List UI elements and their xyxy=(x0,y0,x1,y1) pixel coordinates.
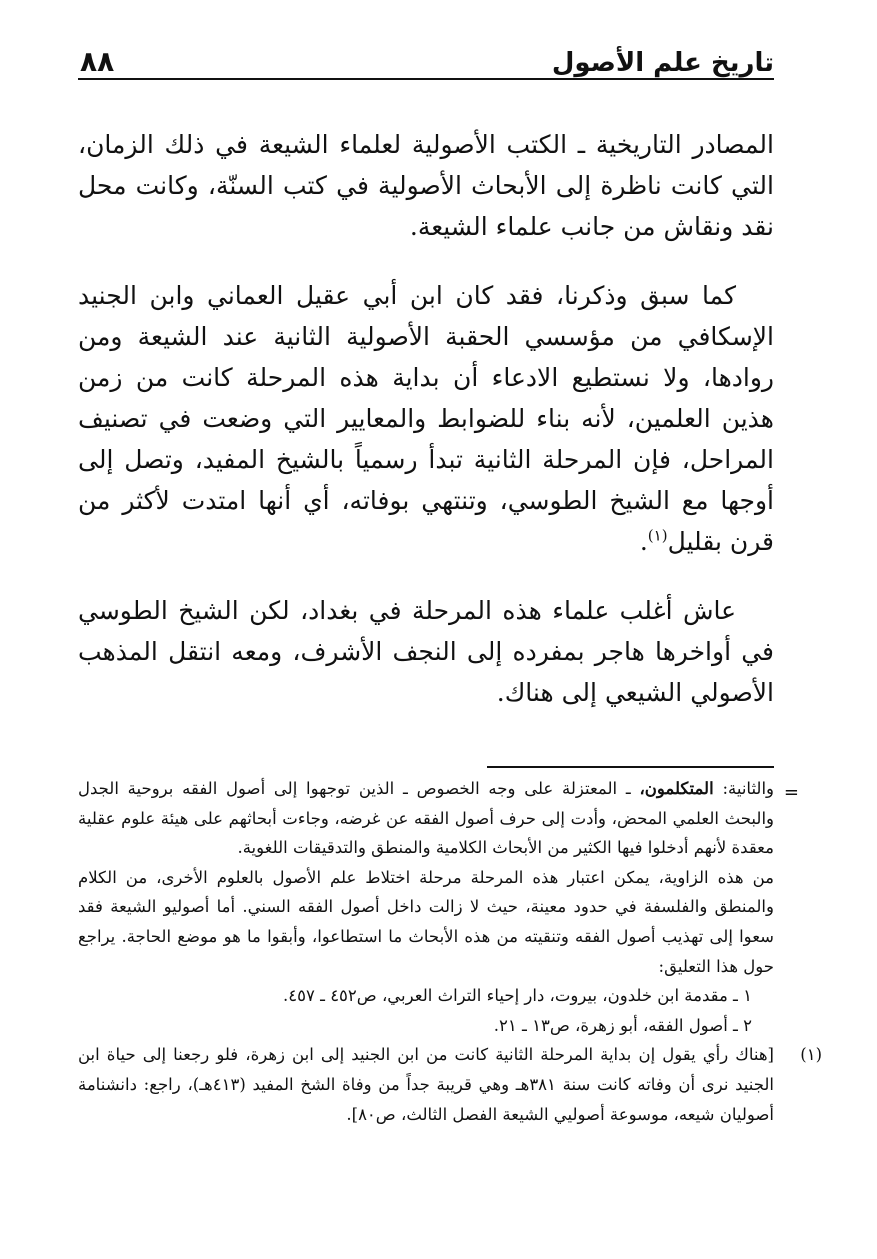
footnote-reference: (١) xyxy=(647,526,668,545)
footnote-cont-rest: ـ المعتزلة على وجه الخصوص ـ الذين توجهوا إلى أصول الفقه بروحية الجدل والبحث العلمي المحض، وأدت إلى حرف أصول الفقه عن غرضه، وجاءت أبحاثهم على هيئة علوم عقلية معقدة لأنهم أدخلوا فيها الكثير من الأبحاث الكلامية والمنطق والتدقيقات اللغوية. xyxy=(78,779,774,858)
page-header xyxy=(80,26,774,76)
footnote-cont-prefix: والثانية: xyxy=(722,779,774,798)
footnote-1-marker: (١) xyxy=(800,1045,822,1065)
running-title: تاريخ علم الأصول xyxy=(551,48,774,78)
paragraph-2-end: . xyxy=(639,527,648,556)
paragraph-2-text: كما سبق وذكرنا، فقد كان ابن أبي عقيل العماني وابن الجنيد الإسكافي من مؤسسي الحقبة الأصولية الثانية عند الشيعة ومن روادها، ولا نستطيع الادعاء أن بداية هذه المرحلة كانت من زمن هذين العلمين، لأنه بناء للضوابط والمعايير التي وضعت في تصنيف المراحل، فإن المرحلة الثانية تبدأ رسمياً بالشيخ المفيد، وتصل إلى أوجها مع الشيخ الطوسي، وتنتهي بوفاته، أي أنها امتدت لأكثر من قرن بقليل xyxy=(78,281,774,556)
reference-item-1: ١ ـ مقدمة ابن خلدون، بيروت، دار إحياء التراث العربي، ص٤٥٢ ـ ٤٥٧. xyxy=(283,986,752,1006)
footnote-bold-term: المتكلمون، xyxy=(639,779,714,798)
page-number: ٨٨ xyxy=(80,45,115,78)
footnote-1-text: [هناك رأي يقول إن بداية المرحلة الثانية كانت من ابن الجنيد إلى ابن زهرة، فلو رجعنا إلى حياة ابن الجنيد نرى أن وفاته كانت سنة ٣٨١هـ وهي قريبة جداً من وفاة الشخ المفيد (٤١٣هـ)، راجع: دانشنامة أصوليان شيعه، موسوعة أصوليي الشيعة الفصل الثالث، ص٨٠]. xyxy=(78,1045,774,1124)
footnote-separator xyxy=(487,766,774,768)
continuation-mark: = xyxy=(783,782,799,803)
footnotes xyxy=(78,774,822,1129)
paragraph-2 xyxy=(78,275,774,562)
main-text xyxy=(78,124,774,713)
footnote-1 xyxy=(78,1040,822,1129)
reference-item-2: ٢ ـ أصول الفقه، أبو زهرة، ص١٣ ـ ٢١. xyxy=(493,1015,752,1035)
footnote-cont-paragraph: من هذه الزاوية، يمكن اعتبار هذه المرحلة مرحلة اختلاط علم الأصول بالعلوم الأخرى، من الكلام والمنطق والفلسفة في حدود معينة، حيث لا زالت داخل أصول الفقه السني. أما أصوليو الشيعة فقد سعوا إلى تهذيب أصول الفقه وتنقيته من هذه الأبحاث ما استطاعوا، وأبقوا ما هو موضع الحاجة. يراجع حول هذا التعليق: xyxy=(78,867,774,976)
paragraph-3: عاش أغلب علماء هذه المرحلة في بغداد، لكن الشيخ الطوسي في أواخرها هاجر بمفرده إلى النجف الأشرف، ومعه انتقل المذهب الأصولي الشيعي إلى هناك. xyxy=(78,596,774,707)
header-rule xyxy=(78,78,774,80)
paragraph-1: المصادر التاريخية ـ الكتب الأصولية لعلماء الشيعة في ذلك الزمان، التي كانت ناظرة إلى الأبحاث الأصولية في كتب السنّة، وكانت محل نقد ونقاش من جانب علماء الشيعة. xyxy=(78,130,774,241)
footnote-continuation xyxy=(78,774,774,863)
